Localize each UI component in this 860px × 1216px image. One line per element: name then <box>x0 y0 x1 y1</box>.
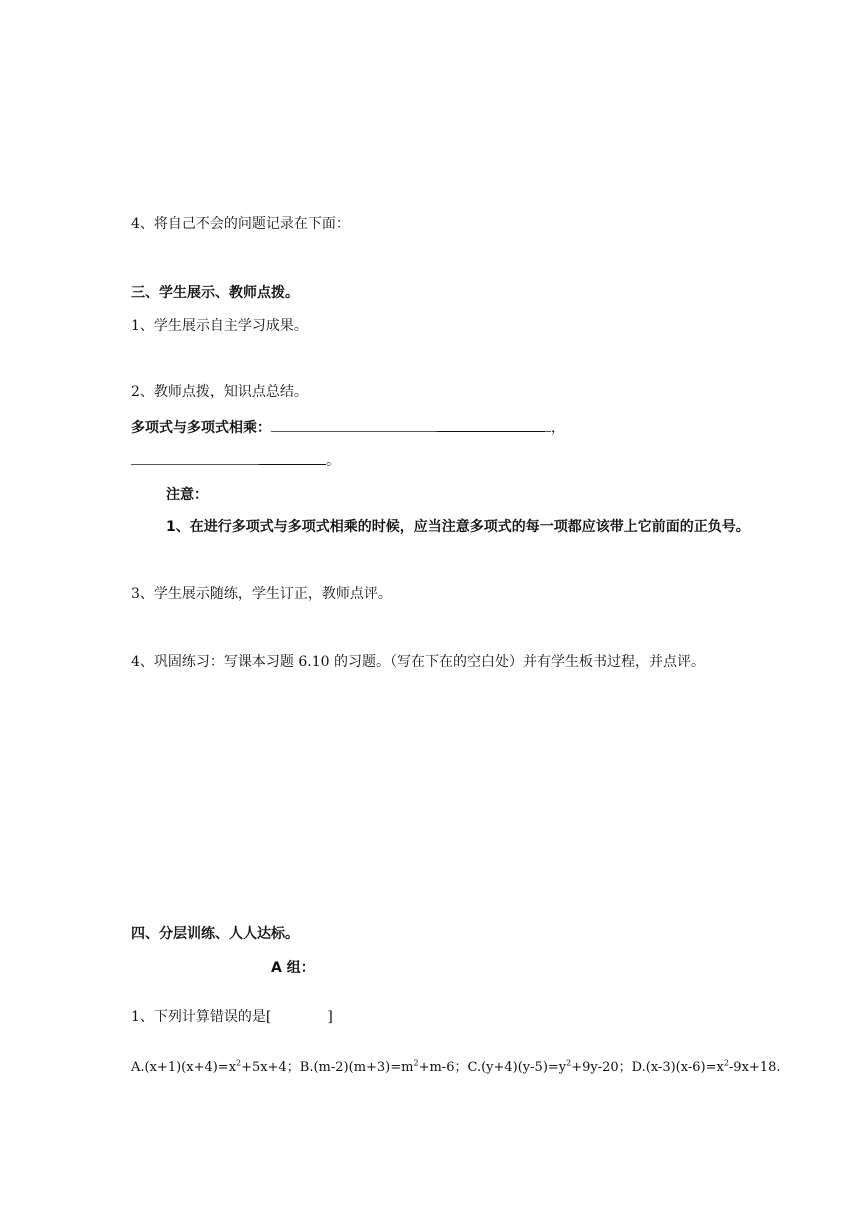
question-1-options <box>131 1058 780 1078</box>
option-d: $D.(x-3)(x-6)=x^2-9x+18$. <box>631 1058 781 1075</box>
section-3-item-4: 4、巩固练习：写课本习题 6.10 的习题。（写在下在的空白处）并有学生板书过程，并点评。 <box>131 654 705 670</box>
note-label: 注意： <box>166 487 208 503</box>
section-3-item-2: 2、教师点拨，知识点总结。 <box>131 384 308 400</box>
note-item-1: 1、在进行多项式与多项式相乘的时候，应当注意多项式的每一项都应该带上它前面的正负号。 <box>166 519 750 535</box>
self-study-item-4: 4、将自己不会的问题记录在下面： <box>131 216 350 232</box>
rule-line <box>131 417 565 438</box>
option-c: $C.(y+4)(y-5)=y^2+9y-20$； <box>467 1058 632 1075</box>
section-3-heading: 三、学生展示、教师点拨。 <box>131 285 299 301</box>
question-1 <box>131 1007 333 1027</box>
rule-label: 多项式与多项式相乘： <box>131 420 271 436</box>
question-1-close-bracket: ] <box>327 1009 333 1025</box>
section-3-item-1: 1、学生展示自主学习成果。 <box>131 318 308 334</box>
option-b: $B.(m-2)(m+3)=m^2+m-6$； <box>299 1058 468 1075</box>
option-a: $A.(x+1)(x+4)=x^2+5x+4$； <box>131 1058 300 1075</box>
group-a-label: A 组： <box>271 960 315 976</box>
rule-comma: ， <box>551 420 565 436</box>
rule-continuation-line <box>131 450 340 471</box>
rule-blank-2[interactable] <box>437 417 545 432</box>
rule-period: 。 <box>326 453 340 469</box>
rule-blank-4[interactable] <box>131 450 259 465</box>
question-1-stem: 1、下列计算错误的是[ <box>131 1009 272 1025</box>
section-3-item-3: 3、学生展示随练，学生订正，教师点评。 <box>131 586 392 602</box>
rule-blank-5[interactable] <box>259 450 326 465</box>
section-4-heading: 四、分层训练、人人达标。 <box>131 926 299 942</box>
rule-blank-1[interactable] <box>271 417 437 432</box>
